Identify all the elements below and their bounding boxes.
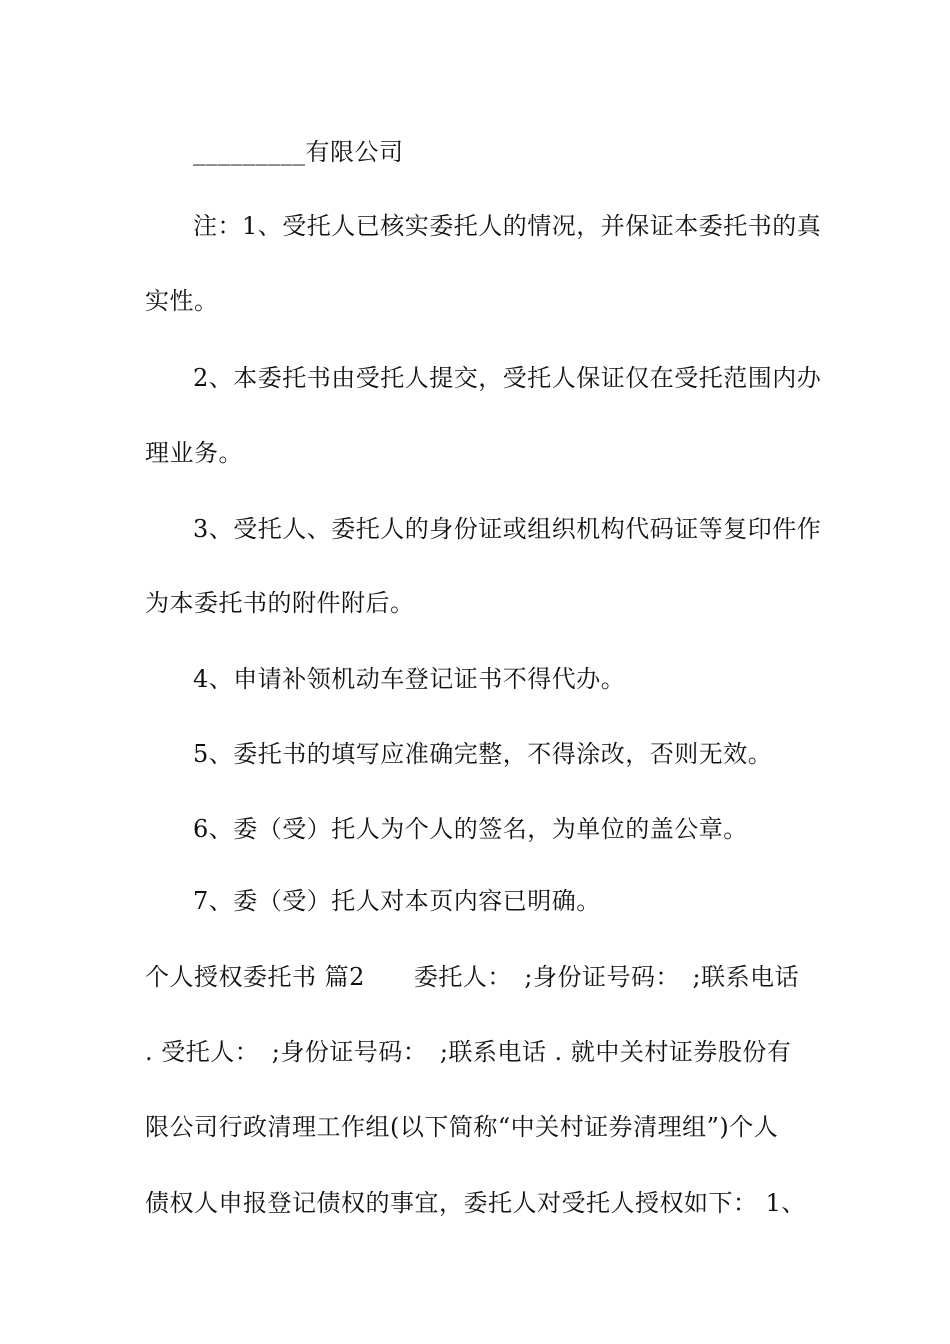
note-1-line-1: 注：1、受托人已核实委托人的情况，并保证本委托书的真 <box>193 212 822 240</box>
section-2-line-3: 限公司行政清理工作组(以下简称“中关村证券清理组”)个人 <box>145 1113 779 1141</box>
note-3-line-1: 3、受托人、委托人的身份证或组织机构代码证等复印件作 <box>193 515 822 543</box>
note-4: 4、申请补领机动车登记证书不得代办。 <box>193 665 626 693</box>
note-5: 5、委托书的填写应准确完整，不得涂改，否则无效。 <box>193 740 773 768</box>
note-6: 6、委（受）托人为个人的签名，为单位的盖公章。 <box>193 815 748 843</box>
note-2-line-1: 2、本委托书由受托人提交，受托人保证仅在受托范围内办 <box>193 364 822 392</box>
company-line: _________有限公司 <box>193 138 404 166</box>
note-1-line-2: 实性。 <box>145 287 219 315</box>
note-7: 7、委（受）托人对本页内容已明确。 <box>193 887 601 915</box>
note-2-line-2: 理业务。 <box>145 439 243 467</box>
section-2-line-2: . 受托人： ;身份证号码： ;联系电话 . 就中关村证券股份有 <box>145 1038 792 1066</box>
section-2-line-1: 个人授权委托书 篇2 委托人： ;身份证号码： ;联系电话 <box>145 963 800 991</box>
note-3-line-2: 为本委托书的附件附后。 <box>145 589 415 617</box>
section-2-line-4: 债权人申报登记债权的事宜，委托人对受托人授权如下： 1、 <box>145 1189 806 1217</box>
